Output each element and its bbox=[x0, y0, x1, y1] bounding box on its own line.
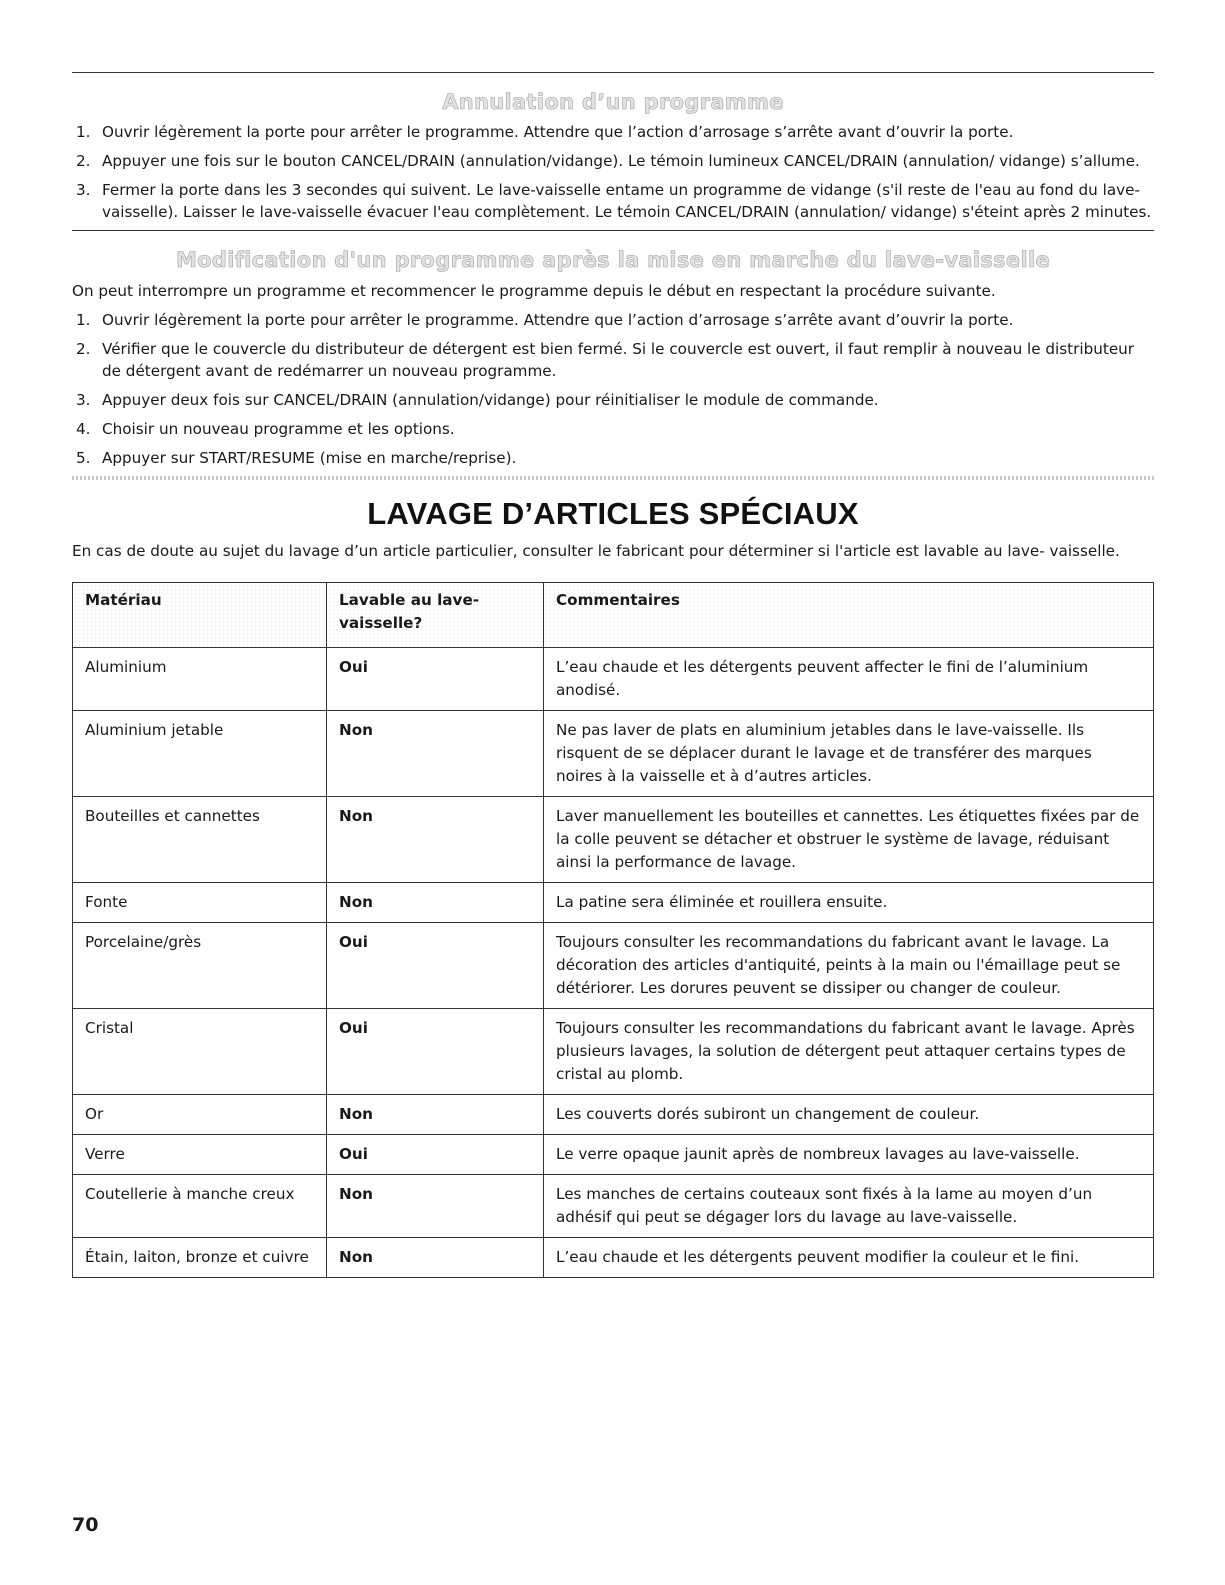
material-cell: Or bbox=[73, 1095, 327, 1135]
list-item: 1. Ouvrir légèrement la porte pour arrêter le programme. Attendre que l’action d’arrosage s’arrête avant d’ouvrir la porte. bbox=[76, 311, 1014, 329]
column-header: Matériau bbox=[73, 583, 327, 648]
comment-cell: Toujours consulter les recommandations du fabricant avant le lavage. Après plusieurs lavages, la solution de détergent peut attaquer certains types de cristal au plomb. bbox=[544, 1009, 1154, 1095]
table-row bbox=[73, 1175, 1154, 1238]
material-cell: Aluminium bbox=[73, 648, 327, 711]
cancel-steps-list bbox=[72, 121, 1154, 223]
table-row bbox=[73, 797, 1154, 883]
washable-cell: Non bbox=[327, 1095, 544, 1135]
washable-cell: Oui bbox=[327, 1135, 544, 1175]
table-row bbox=[73, 1238, 1154, 1278]
list-item: 2. Vérifier que le couvercle du distributeur de détergent est bien fermé. Si le couvercle est ouvert, il faut remplir à nouveau le distributeur de détergent avant de redémarrer un nouveau programme. bbox=[76, 340, 1135, 380]
washable-cell: Oui bbox=[327, 1009, 544, 1095]
material-cell: Aluminium jetable bbox=[73, 711, 327, 797]
special-items-intro: En cas de doute au sujet du lavage d’un article particulier, consulter le fabricant pour déterminer si l'article est lavable au lave- vaisselle. bbox=[72, 542, 1120, 560]
washable-cell: Oui bbox=[327, 923, 544, 1009]
page-title: LAVAGE D’ARTICLES SPÉCIAUX bbox=[367, 496, 859, 531]
list-item: 2. Appuyer une fois sur le bouton CANCEL/DRAIN (annulation/vidange). Le témoin lumineux CANCEL/DRAIN (annulation/ vidange) s’allume. bbox=[76, 152, 1140, 170]
table-row bbox=[73, 883, 1154, 923]
material-cell: Coutellerie à manche creux bbox=[73, 1175, 327, 1238]
material-cell: Étain, laiton, bronze et cuivre bbox=[73, 1238, 327, 1278]
washable-cell: Non bbox=[327, 883, 544, 923]
dotted-divider bbox=[72, 476, 1154, 480]
comment-cell: L’eau chaude et les détergents peuvent affecter le fini de l’aluminium anodisé. bbox=[544, 648, 1154, 711]
page-number: 70 bbox=[72, 1514, 99, 1536]
table-header-row bbox=[73, 583, 1154, 648]
material-cell: Fonte bbox=[73, 883, 327, 923]
comment-cell: Les manches de certains couteaux sont fixés à la lame au moyen d’un adhésif qui peut se dégager lors du lavage au lave-vaisselle. bbox=[544, 1175, 1154, 1238]
list-item: 3. Fermer la porte dans les 3 secondes qui suivent. Le lave-vaisselle entame un programme de vidange (s'il reste de l'eau au fond du lave-vaisselle). Laisser le lave-vaisselle évacuer l'eau complètement. Le témoin CANCEL/DRAIN (annulation/ vidange) s'éteint après 2 minutes. bbox=[76, 181, 1152, 221]
table-row bbox=[73, 1095, 1154, 1135]
material-cell: Cristal bbox=[73, 1009, 327, 1095]
washable-cell: Oui bbox=[327, 648, 544, 711]
section-divider bbox=[72, 230, 1154, 231]
list-item: 5. Appuyer sur START/RESUME (mise en marche/reprise). bbox=[76, 449, 517, 467]
page-content bbox=[72, 72, 1154, 1278]
material-cell: Verre bbox=[73, 1135, 327, 1175]
material-cell: Porcelaine/grès bbox=[73, 923, 327, 1009]
comment-cell: L’eau chaude et les détergents peuvent modifier la couleur et le fini. bbox=[544, 1238, 1154, 1278]
section-title-cancel: Annulation d’un programme bbox=[442, 90, 784, 114]
modify-intro: On peut interrompre un programme et recommencer le programme depuis le début en respectant la procédure suivante. bbox=[72, 282, 996, 300]
table-row bbox=[73, 1135, 1154, 1175]
comment-cell: Les couverts dorés subiront un changement de couleur. bbox=[544, 1095, 1154, 1135]
comment-cell: Laver manuellement les bouteilles et cannettes. Les étiquettes fixées par de la colle peuvent se détacher et obstruer le système de lavage, réduisant ainsi la performance de lavage. bbox=[544, 797, 1154, 883]
modify-steps-list bbox=[72, 309, 1154, 469]
washable-cell: Non bbox=[327, 711, 544, 797]
table-row bbox=[73, 923, 1154, 1009]
comment-cell: Ne pas laver de plats en aluminium jetables dans le lave-vaisselle. Ils risquent de se déplacer durant le lavage et de transférer des marques noires à la vaisselle et à d’autres articles. bbox=[544, 711, 1154, 797]
washable-cell: Non bbox=[327, 1175, 544, 1238]
section-title-modify: Modification d'un programme après la mise en marche du lave-vaisselle bbox=[175, 248, 1051, 272]
top-rule bbox=[72, 72, 1154, 73]
comment-cell: Toujours consulter les recommandations du fabricant avant le lavage. La décoration des articles d'antiquité, peints à la main ou l'émaillage peut se détériorer. Les dorures peuvent se dissiper ou changer de couleur. bbox=[544, 923, 1154, 1009]
washable-cell: Non bbox=[327, 1238, 544, 1278]
material-cell: Bouteilles et cannettes bbox=[73, 797, 327, 883]
materials-table bbox=[72, 582, 1154, 1278]
list-item: 4. Choisir un nouveau programme et les options. bbox=[76, 420, 455, 438]
comment-cell: Le verre opaque jaunit après de nombreux lavages au lave-vaisselle. bbox=[544, 1135, 1154, 1175]
comment-cell: La patine sera éliminée et rouillera ensuite. bbox=[544, 883, 1154, 923]
column-header: Lavable au lave- vaisselle? bbox=[327, 583, 544, 648]
list-item: 1. Ouvrir légèrement la porte pour arrêter le programme. Attendre que l’action d’arrosage s’arrête avant d’ouvrir la porte. bbox=[76, 123, 1014, 141]
table-row bbox=[73, 648, 1154, 711]
list-item: 3. Appuyer deux fois sur CANCEL/DRAIN (annulation/vidange) pour réinitialiser le module de commande. bbox=[76, 391, 879, 409]
washable-cell: Non bbox=[327, 797, 544, 883]
table-row bbox=[73, 711, 1154, 797]
column-header: Commentaires bbox=[544, 583, 1154, 648]
table-row bbox=[73, 1009, 1154, 1095]
